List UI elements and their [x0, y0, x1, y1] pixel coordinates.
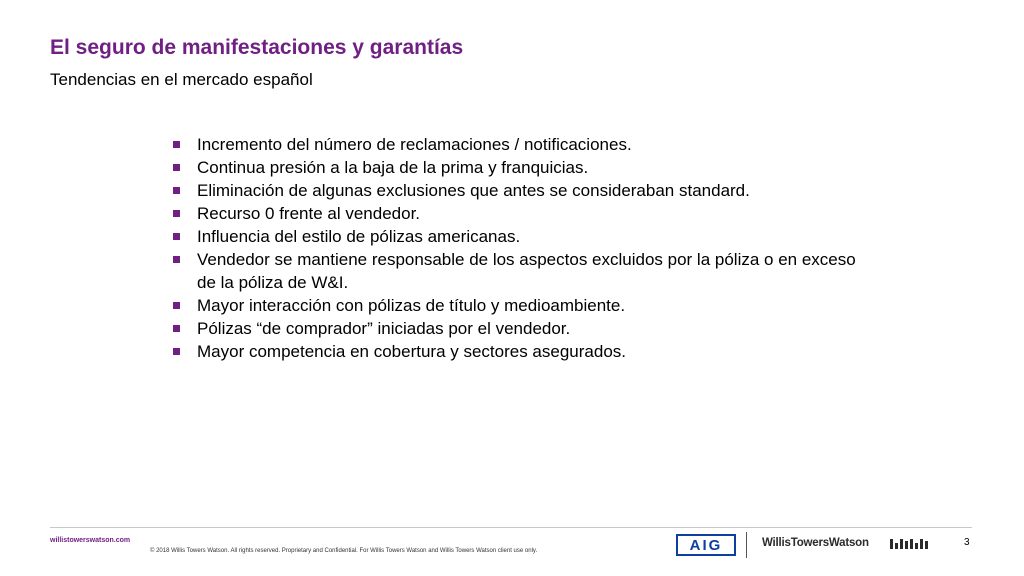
logo-divider	[746, 532, 747, 558]
square-bullet-icon	[173, 164, 180, 171]
bullet-item	[172, 202, 872, 225]
slide-subtitle: Tendencias en el mercado español	[50, 70, 313, 89]
bullet-text: Incremento del número de reclamaciones / notificaciones.	[197, 135, 632, 154]
footer-url[interactable]: willistowerswatson.com	[50, 537, 131, 544]
footer-copyright: © 2018 Willis Towers Watson. All rights reserved. Proprietary and Confidential. For Willis Towers Watson and Willis Towers Watson client use only.	[150, 548, 538, 554]
bullet-item	[172, 317, 872, 340]
bullet-text: Vendedor se mantiene responsable de los aspectos excluidos por la póliza o en exceso de la póliza de W&I.	[197, 250, 856, 292]
square-bullet-icon	[173, 325, 180, 332]
bullet-text: Mayor competencia en cobertura y sectores asegurados.	[197, 342, 627, 361]
page-number: 3	[964, 537, 970, 548]
aig-logo	[676, 534, 736, 556]
bullet-text: Eliminación de algunas exclusiones que antes se consideraban standard.	[197, 181, 750, 200]
bullet-text: Influencia del estilo de pólizas americanas.	[197, 227, 521, 246]
slide-title: El seguro de manifestaciones y garantías	[50, 36, 464, 59]
bullet-item	[172, 225, 872, 248]
bullet-item	[172, 156, 872, 179]
bullet-item	[172, 294, 872, 317]
bullet-text: Pólizas “de comprador” iniciadas por el vendedor.	[197, 319, 571, 338]
bullet-item	[172, 248, 872, 294]
footer-divider	[50, 527, 972, 528]
willis-towers-watson-logo: WillisTowersWatson	[762, 537, 869, 549]
square-bullet-icon	[173, 302, 180, 309]
bullet-item	[172, 340, 872, 363]
bullet-item	[172, 133, 872, 156]
bullet-item	[172, 179, 872, 202]
bullet-text: Continua presión a la baja de la prima y franquicias.	[197, 158, 589, 177]
square-bullet-icon	[173, 256, 180, 263]
bullet-text: Mayor interacción con pólizas de título y medioambiente.	[197, 296, 626, 315]
square-bullet-icon	[173, 210, 180, 217]
square-bullet-icon	[173, 233, 180, 240]
square-bullet-icon	[173, 141, 180, 148]
square-bullet-icon	[173, 348, 180, 355]
bullet-list	[172, 133, 872, 363]
square-bullet-icon	[173, 187, 180, 194]
willis-towers-watson-mark-icon	[890, 539, 928, 549]
bullet-text: Recurso 0 frente al vendedor.	[197, 204, 421, 223]
aig-logo-text: AIG	[689, 536, 723, 554]
